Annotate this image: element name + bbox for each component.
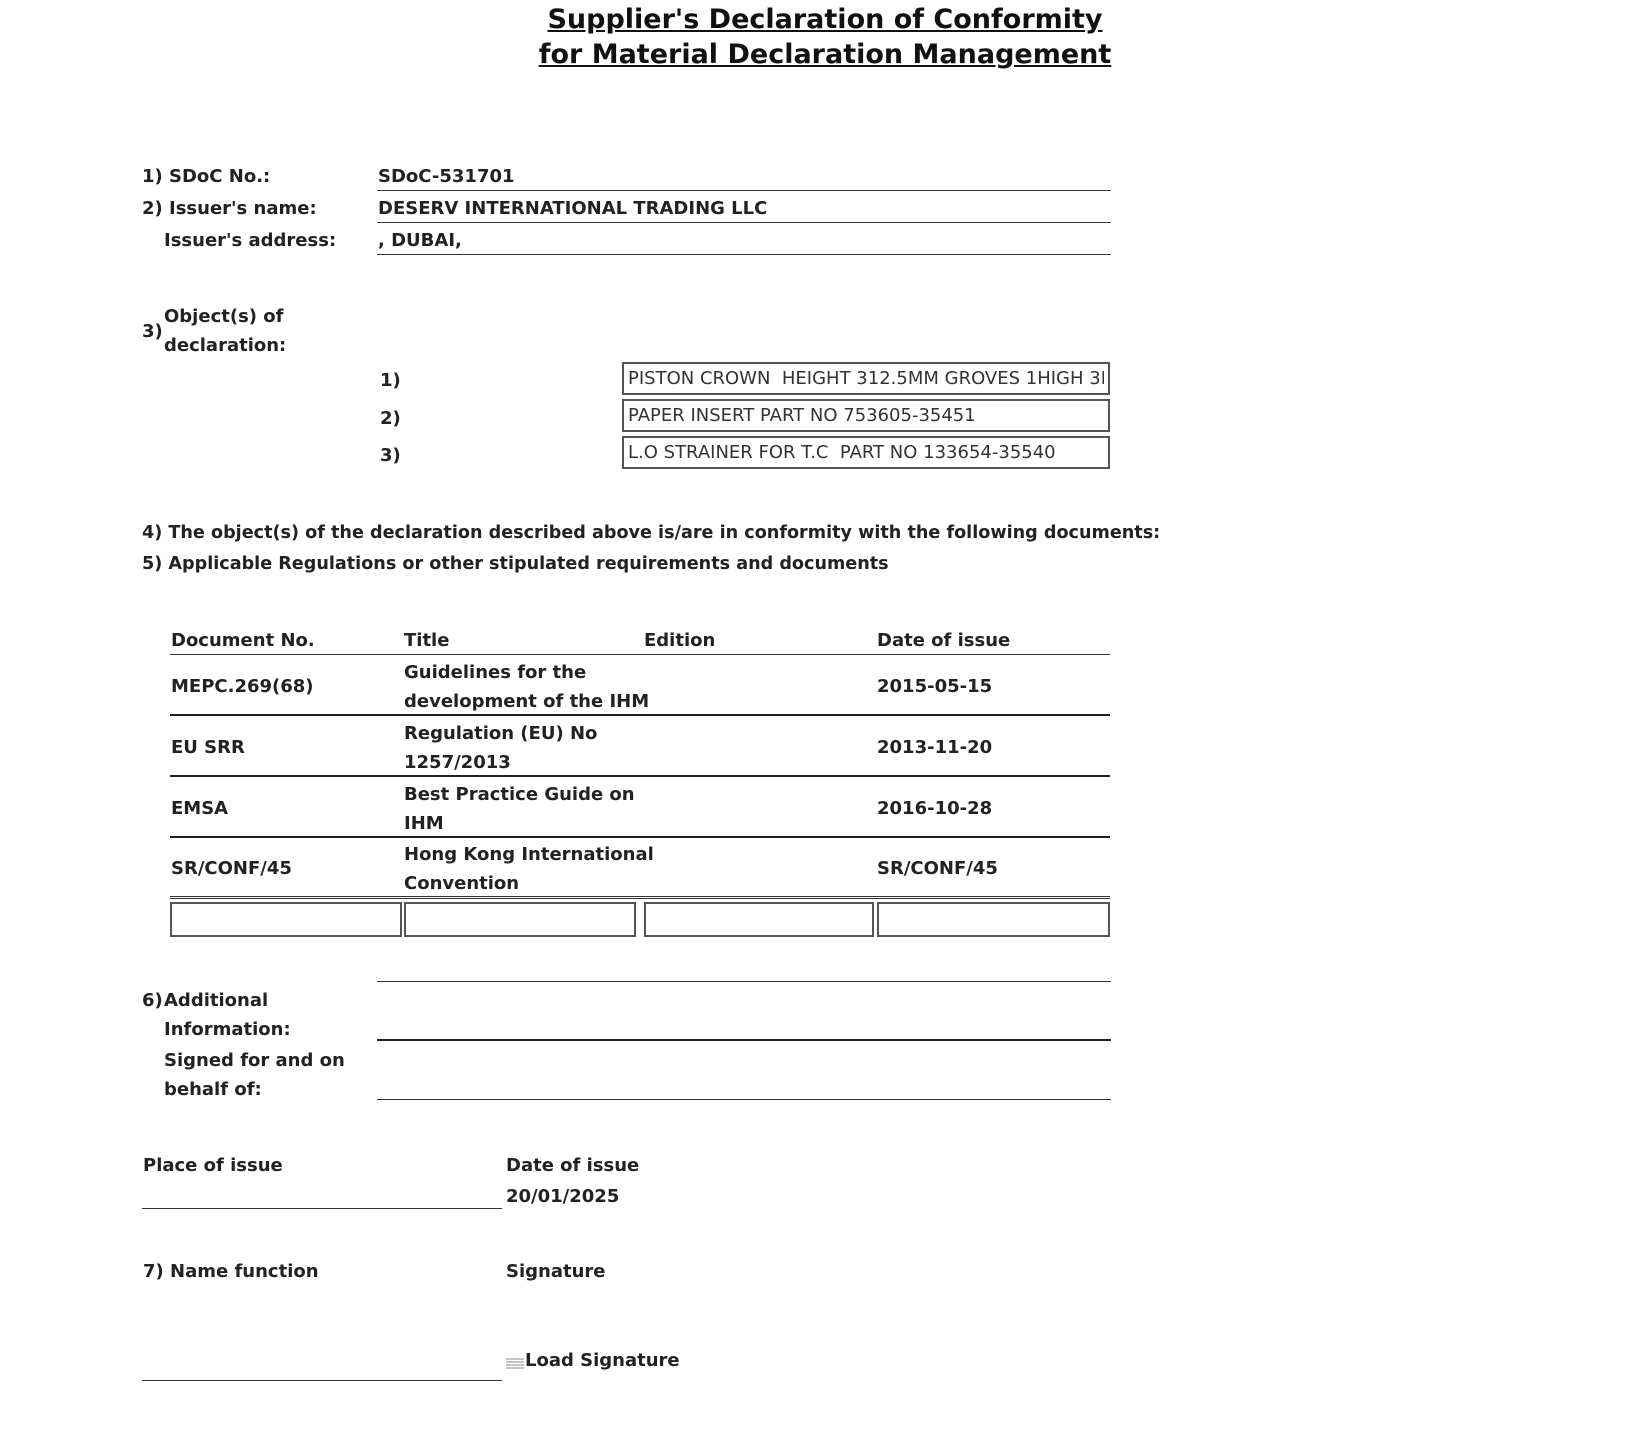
- title-text-line-2: development of the IHM: [404, 691, 650, 712]
- object-item-number: 3): [380, 445, 401, 466]
- title-text-line-2: IHM: [404, 813, 444, 834]
- table-cell-document-no: EU SRR: [171, 737, 245, 758]
- load-signature-label: Load Signature: [525, 1350, 680, 1371]
- object-item-field[interactable]: [622, 436, 1110, 469]
- signed-on-behalf-underline: [377, 1099, 1111, 1100]
- title-text-line-1: Guidelines for the: [404, 662, 587, 683]
- table-cell-document-no: EMSA: [171, 798, 229, 819]
- issuer-name-value: DESERV INTERNATIONAL TRADING LLC: [378, 198, 768, 219]
- sdoc-no-underline: [377, 190, 1111, 191]
- object-item-number: 2): [380, 408, 401, 429]
- new-title-input[interactable]: [404, 902, 636, 937]
- signed-on-behalf-label-line-2: behalf of:: [164, 1079, 262, 1100]
- document-title: [0, 2, 1633, 72]
- new-document-no-input[interactable]: [170, 902, 402, 937]
- objects-number: 3): [142, 321, 163, 342]
- title-text-line-1: Best Practice Guide on: [404, 784, 635, 805]
- column-header-date: Date of issue: [877, 630, 1011, 651]
- issuer-name-label: 2) Issuer's name:: [142, 198, 317, 219]
- place-of-issue-underline: [142, 1208, 502, 1209]
- issuer-address-label: Issuer's address:: [164, 230, 337, 251]
- table-row-divider: [170, 898, 1110, 899]
- table-row-divider: [170, 775, 1110, 777]
- column-header-title: Title: [404, 630, 450, 651]
- objects-label-line-2: declaration:: [164, 335, 287, 356]
- objects-label-line-1: Object(s) of: [164, 306, 284, 327]
- object-item-field[interactable]: [622, 362, 1110, 395]
- title-text-line-2: 1257/2013: [404, 752, 511, 773]
- title-text-line-2: Convention: [404, 873, 520, 894]
- issuer-address-value: , DUBAI,: [378, 230, 462, 251]
- table-header-divider: [170, 654, 1110, 655]
- additional-info-underline: [377, 1039, 1111, 1041]
- date-of-issue-value: 20/01/2025: [506, 1186, 620, 1207]
- object-item-field[interactable]: [622, 399, 1110, 432]
- conformity-statement: 4) The object(s) of the declaration described above is/are in conformity with the following documents:: [142, 523, 1161, 543]
- table-cell-date: SR/CONF/45: [877, 858, 998, 879]
- table-cell-date: 2016-10-28: [877, 798, 993, 819]
- place-of-issue-label: Place of issue: [143, 1155, 283, 1176]
- signature-label: Signature: [506, 1261, 606, 1282]
- table-cell-title: [404, 658, 649, 716]
- table-cell-title: [404, 719, 597, 777]
- table-cell-date: 2015-05-15: [877, 676, 993, 697]
- title-text-line-1: Regulation (EU) No: [404, 723, 598, 744]
- table-row-divider: [170, 836, 1110, 838]
- signed-on-behalf-label-line-1: Signed for and on: [164, 1050, 345, 1071]
- load-signature-button[interactable]: [506, 1350, 680, 1371]
- additional-label-line-2: Information:: [164, 1019, 291, 1040]
- new-date-input[interactable]: [877, 902, 1110, 937]
- title-text-line-1: Hong Kong International: [404, 844, 654, 865]
- title-line-2: for Material Declaration Management: [538, 39, 1112, 70]
- title-line-1: Supplier's Declaration of Conformity: [547, 4, 1103, 35]
- column-header-edition: Edition: [644, 630, 716, 651]
- name-function-label: 7) Name function: [143, 1261, 319, 1282]
- sdoc-no-label: 1) SDoC No.:: [142, 166, 271, 187]
- regulations-statement: 5) Applicable Regulations or other stipulated requirements and documents: [142, 554, 889, 574]
- date-of-issue-label: Date of issue: [506, 1155, 640, 1176]
- table-row-divider: [170, 896, 1110, 897]
- table-row-divider: [170, 714, 1110, 716]
- additional-number: 6): [142, 990, 163, 1011]
- new-edition-input[interactable]: [644, 902, 874, 937]
- sdoc-no-value: SDoC-531701: [378, 166, 515, 187]
- name-function-underline: [142, 1380, 502, 1381]
- object-item-number: 1): [380, 370, 401, 391]
- document-icon: [506, 1353, 524, 1365]
- issuer-address-underline: [377, 254, 1111, 255]
- additional-label-line-1: Additional: [164, 990, 269, 1011]
- table-cell-document-no: MEPC.269(68): [171, 676, 314, 697]
- issuer-name-underline: [377, 222, 1111, 223]
- table-cell-document-no: SR/CONF/45: [171, 858, 292, 879]
- table-cell-title: [404, 780, 635, 838]
- additional-top-line: [377, 981, 1111, 982]
- table-cell-date: 2013-11-20: [877, 737, 993, 758]
- table-cell-title: [404, 840, 654, 898]
- column-header-document-no: Document No.: [171, 630, 315, 651]
